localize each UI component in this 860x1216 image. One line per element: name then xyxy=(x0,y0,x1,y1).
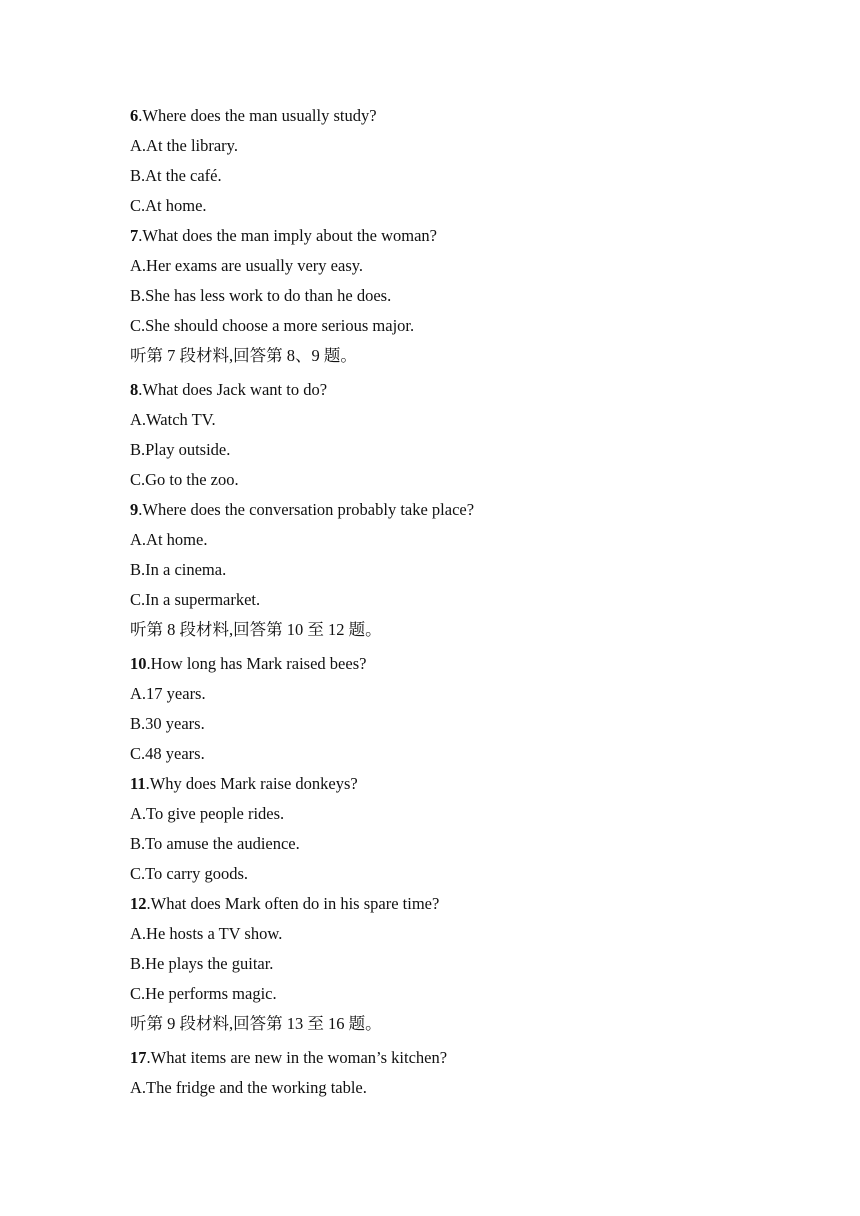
option-c: C.In a supermarket. xyxy=(130,590,261,609)
question-number: 10 xyxy=(130,654,147,673)
question-number: 17 xyxy=(130,1048,147,1067)
option-a: A.He hosts a TV show. xyxy=(130,924,283,943)
question-stem: .What does the man imply about the woman? xyxy=(138,226,438,245)
question-12 xyxy=(130,889,770,919)
question-stem: .What items are new in the woman’s kitchen? xyxy=(146,1048,448,1067)
option-b: B.In a cinema. xyxy=(130,560,227,579)
option-b: B.At the café. xyxy=(130,166,222,185)
option-a: A.17 years. xyxy=(130,684,206,703)
document-page xyxy=(130,101,770,1103)
option-a: A.To give people rides. xyxy=(130,804,285,823)
option-b: B.30 years. xyxy=(130,714,205,733)
question-stem: .What does Jack want to do? xyxy=(138,380,328,399)
option-c: C.She should choose a more serious major. xyxy=(130,316,415,335)
option-b: B.To amuse the audience. xyxy=(130,834,300,853)
question-stem: .How long has Mark raised bees? xyxy=(146,654,367,673)
question-stem: .Where does the conversation probably take place? xyxy=(138,500,475,519)
question-6 xyxy=(130,101,770,131)
section-instruction-7: 听第 7 段材料,回答第 8、9 题。 xyxy=(130,346,357,365)
question-17 xyxy=(130,1043,770,1073)
question-number: 8 xyxy=(130,380,139,399)
option-c: C.Go to the zoo. xyxy=(130,470,239,489)
question-8 xyxy=(130,375,770,405)
section-instruction-8: 听第 8 段材料,回答第 10 至 12 题。 xyxy=(130,620,382,639)
option-a: A.Watch TV. xyxy=(130,410,216,429)
option-c: C.He performs magic. xyxy=(130,984,277,1003)
question-11 xyxy=(130,769,770,799)
option-c: C.48 years. xyxy=(130,744,205,763)
question-number: 11 xyxy=(130,774,146,793)
question-stem: .What does Mark often do in his spare time? xyxy=(146,894,440,913)
option-a: A.At the library. xyxy=(130,136,238,155)
option-c: C.At home. xyxy=(130,196,207,215)
option-c: C.To carry goods. xyxy=(130,864,248,883)
question-9 xyxy=(130,495,770,525)
question-10 xyxy=(130,649,770,679)
question-stem: .Where does the man usually study? xyxy=(138,106,377,125)
question-stem: .Why does Mark raise donkeys? xyxy=(145,774,358,793)
question-number: 7 xyxy=(130,226,139,245)
option-b: B.She has less work to do than he does. xyxy=(130,286,392,305)
option-a: A.The fridge and the working table. xyxy=(130,1078,367,1097)
question-number: 12 xyxy=(130,894,147,913)
option-a: A.At home. xyxy=(130,530,208,549)
question-number: 9 xyxy=(130,500,139,519)
question-number: 6 xyxy=(130,106,139,125)
option-b: B.He plays the guitar. xyxy=(130,954,274,973)
question-7 xyxy=(130,221,770,251)
option-b: B.Play outside. xyxy=(130,440,231,459)
section-instruction-9: 听第 9 段材料,回答第 13 至 16 题。 xyxy=(130,1014,382,1033)
option-a: A.Her exams are usually very easy. xyxy=(130,256,364,275)
